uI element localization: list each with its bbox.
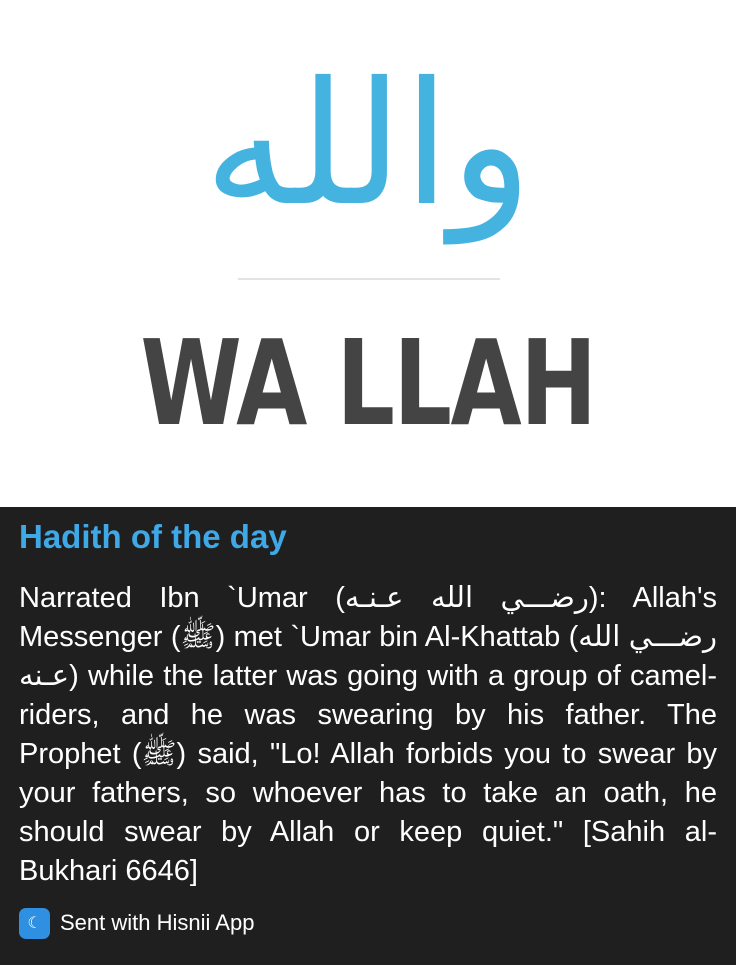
hadith-card [0,507,736,965]
footer [19,906,254,940]
card-title: Hadith of the day [19,518,287,555]
divider [238,278,500,280]
arabic-word: والله [203,46,533,244]
hisnii-app-icon: ☾ [19,908,50,939]
footer-text: Sent with Hisnii App [60,910,255,935]
hadith-text: Narrated Ibn `Umar (رضـــي الله عـنـه): Allah's Messenger (ﷺ) met `Umar bin Al-Khattab (رضـــي الله عـنه) while the latter was going with a group of camel-riders, and he was swearing by his father. The Prophet (ﷺ) said, "Lo! Allah forbids you to swear by your fathers, so whoever has to take an oath, he should swear by Allah or keep quiet." [Sahih al-Bukhari 6646] [19,582,718,887]
latin-word: WA LLAH [140,314,596,452]
